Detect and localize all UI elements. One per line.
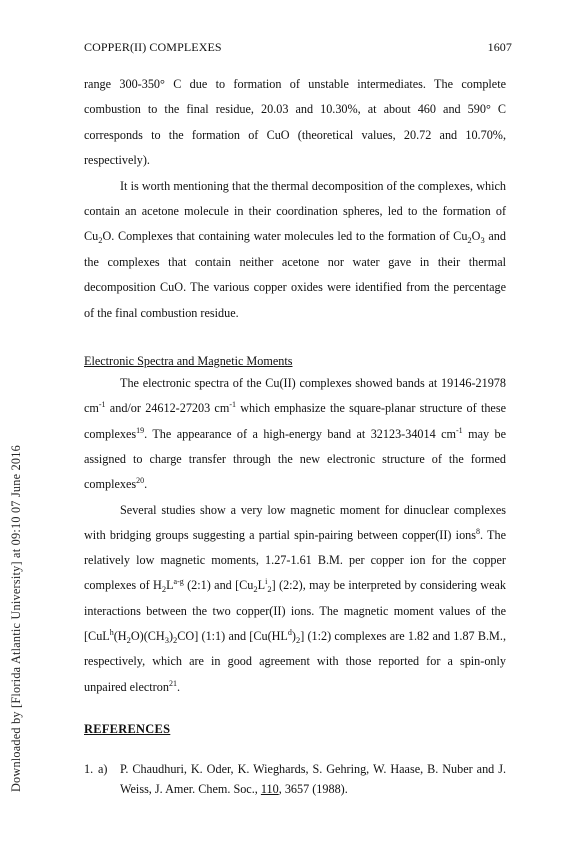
reference-pages: , 3657 (1988). xyxy=(278,781,348,796)
reference-number: 1. xyxy=(84,761,94,776)
body-text xyxy=(84,72,506,326)
paragraph-magnetic-moments: Several studies show a very low magnetic moment for dinuclear complexes with bridging groups suggesting a partial spin-pairing between copper(II) ions$^8$. The relatively low magnetic moments, 1.27-1.61 B.M. per copper ion for the copper complexes of $H_2L^{a-g}$ (2:1) and $[Cu_2L^i_2]$ (2:2), may be interpreted by considering weak interactions between the two copper(II) ions. The magnetic moment values of the $[CuL^h(H_2O)(CH_3)_2CO]$ (1:1) and $[Cu(HL^d)_2]$ (1:2) complexes are 1.82 and 1.87 B.M., respectively, which are in good agreement with those reported for a spin-only unpaired electron$^{21}$. xyxy=(84,502,506,694)
reference-volume: 110 xyxy=(260,781,279,796)
running-title: COPPER(II) COMPLEXES xyxy=(84,40,222,54)
section-heading: Electronic Spectra and Magnetic Moments xyxy=(84,354,293,369)
section-body xyxy=(84,371,506,700)
page-number: 1607 xyxy=(487,40,512,54)
paragraph-decomposition: It is worth mentioning that the thermal decomposition of the complexes, which contain an acetone molecule in their coordination spheres, led to the formation of $Cu_2O$. Complexes that containing water molecules led to the formation of $Cu_2O_3$ and the complexes that contain neither acetone nor water gave in their thermal decomposition CuO. The various copper oxides were identified from the percentage of the final combustion residue. xyxy=(84,178,506,320)
reference-text: P. Chaudhuri, K. Oder, K. Wieghards, S. Gehring, W. Haase, B. Nuber and J. Weiss, J. Amer. Chem. Soc., xyxy=(120,761,506,796)
page-content xyxy=(84,40,512,799)
download-watermark xyxy=(9,40,26,792)
download-watermark-text: Downloaded by [Florida Atlantic University] at 09:10 07 June 2016 xyxy=(9,445,23,792)
paragraph-electronic-spectra: The electronic spectra of the Cu(II) complexes showed bands at 19146-21978 $cm^{-1}$ and/or 24612-27203 $cm^{-1}$ which emphasize the square-planar structure of these complexes$^{19}$. The appearance of a high-energy band at 32123-34014 $cm^{-1}$ may be assigned to charge transfer through the new electronic structure of the formed complexes$^{20}$. xyxy=(84,376,506,492)
reference-item xyxy=(84,759,506,799)
reference-subitem: a) xyxy=(98,761,108,776)
paragraph-combustion: range 300-350° C due to formation of unstable intermediates. The complete combustion to the final residue, 20.03 and 10.30%, at about 460 and 590° C corresponds to the formation of CuO (theoretical values, 20.72 and 10.70%, respectively). xyxy=(84,77,506,168)
running-header xyxy=(84,40,512,62)
references-heading: REFERENCES xyxy=(84,721,171,736)
